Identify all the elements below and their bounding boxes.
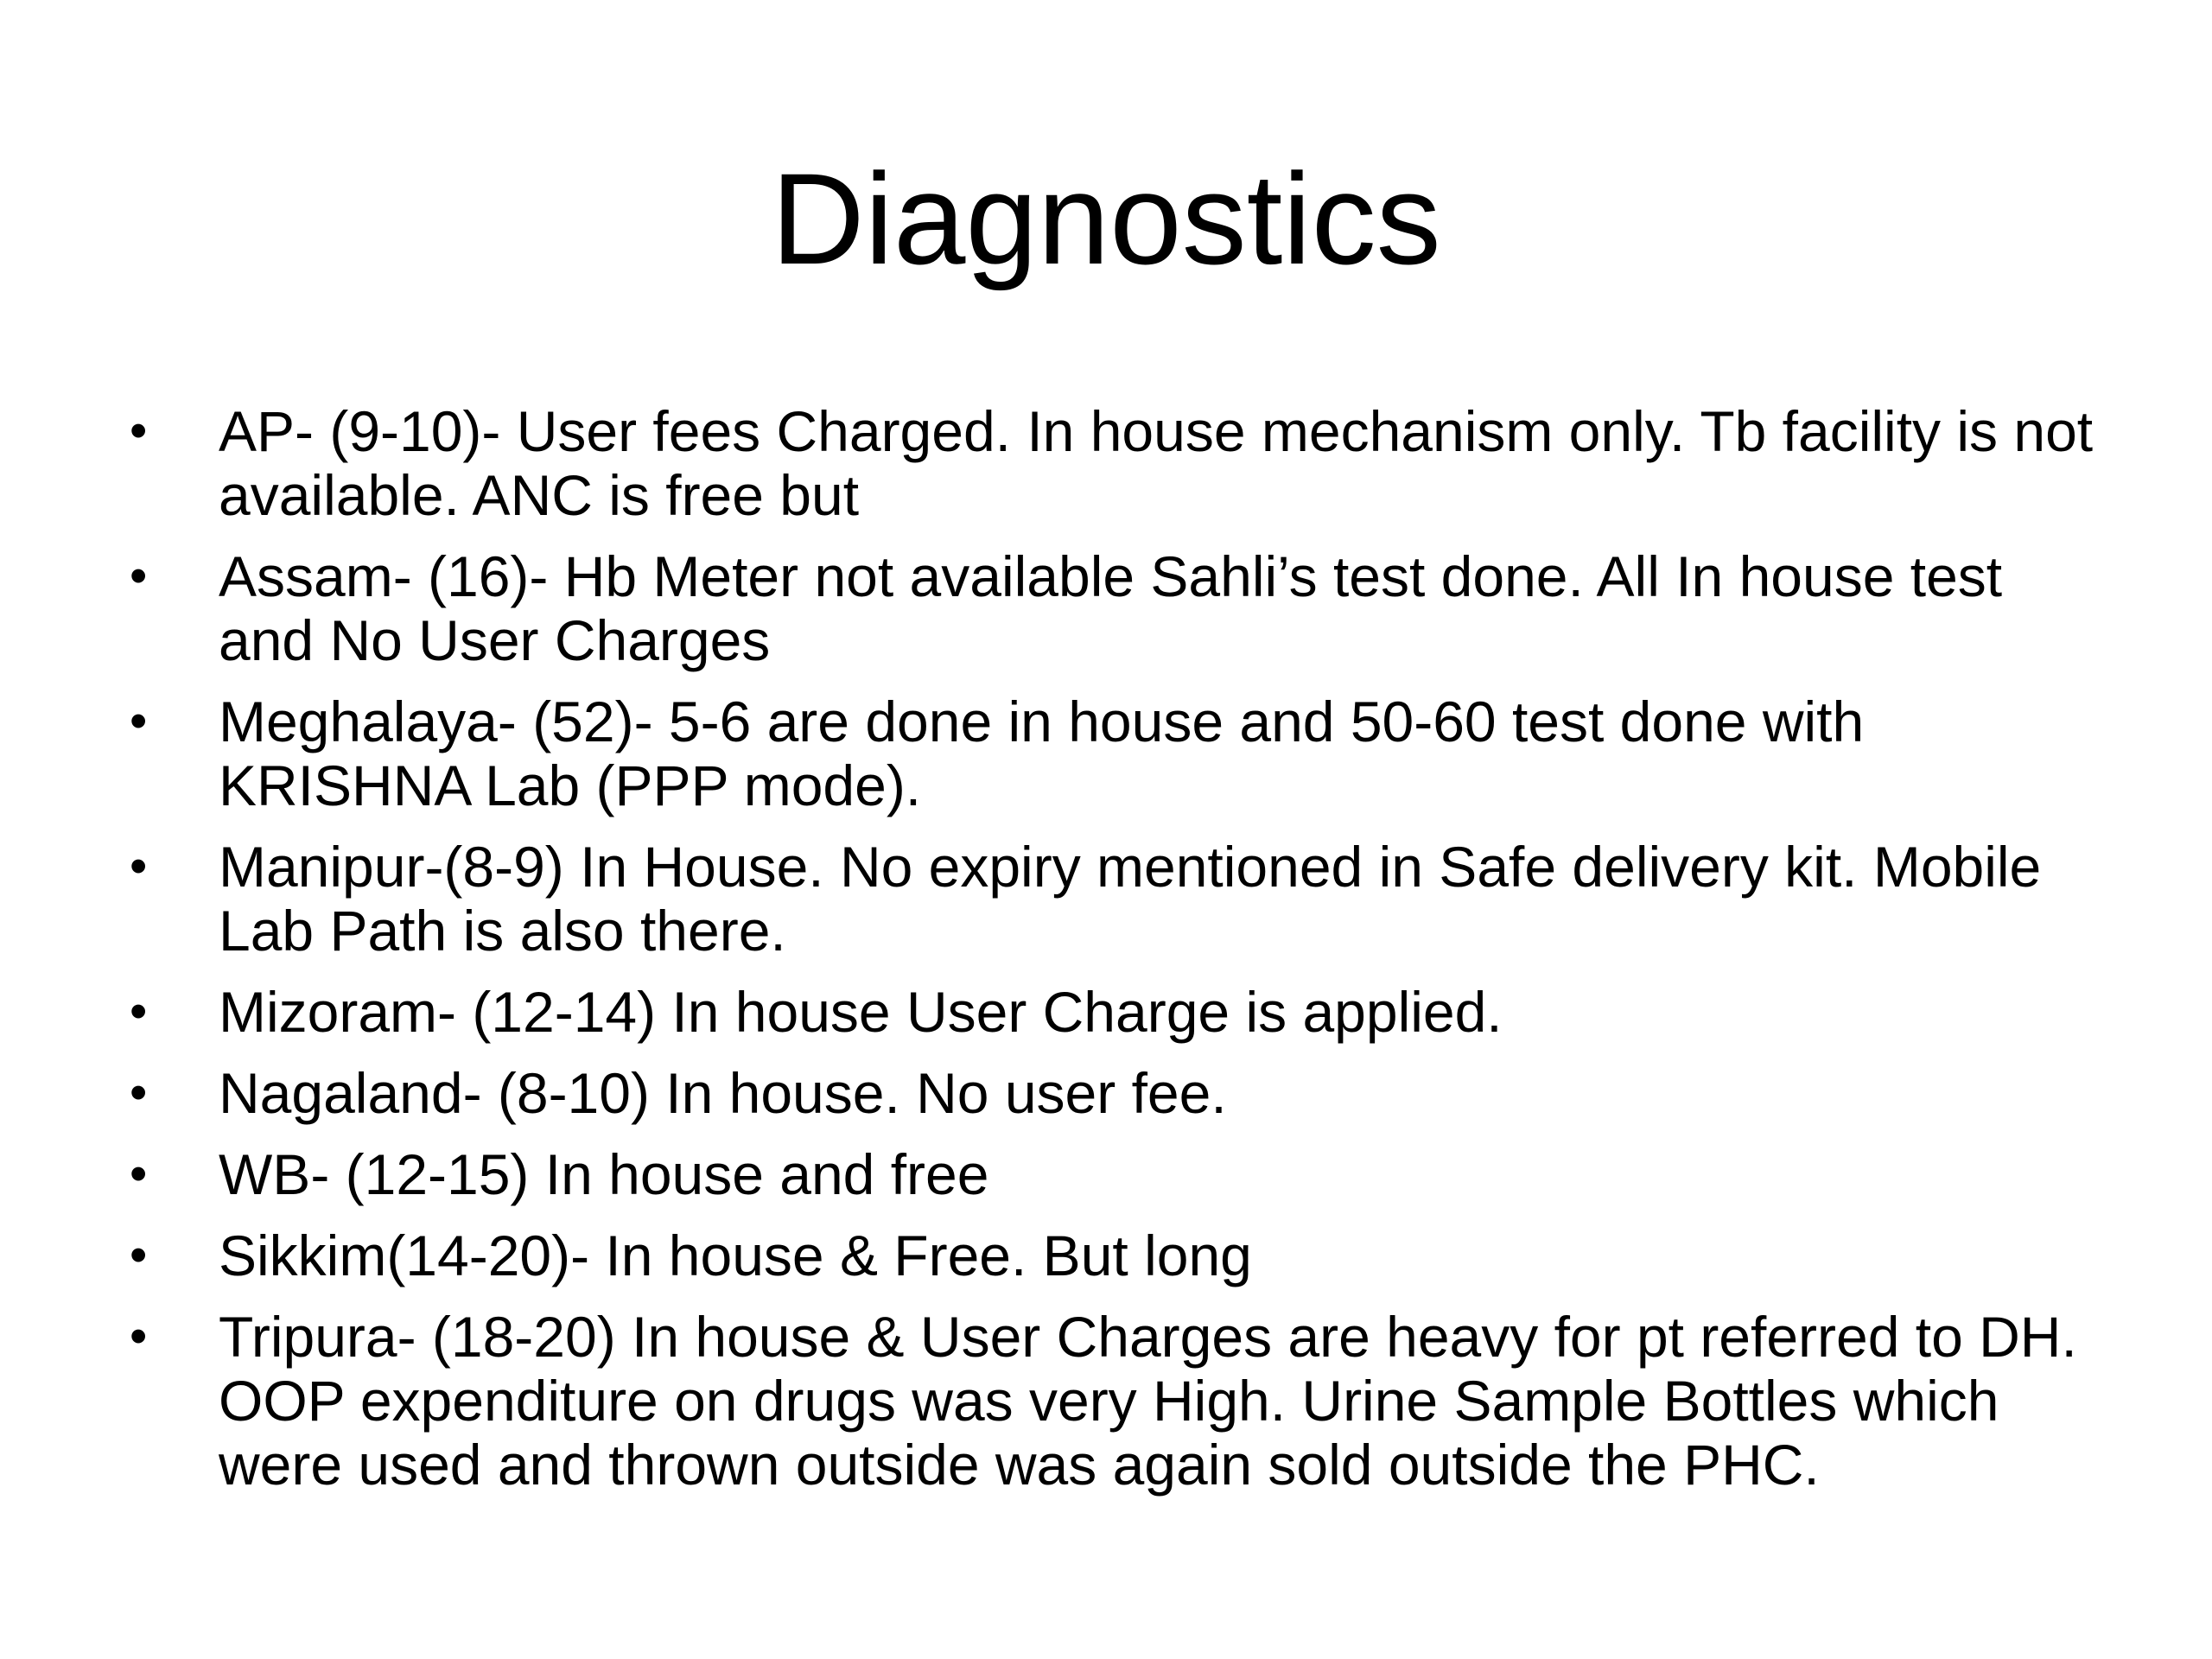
bullet-item-wb: • WB- (12-15) In house and free xyxy=(130,1142,2108,1206)
bullet-item-sikkim: • Sikkim(14-20)- In house & Free. But long xyxy=(130,1224,2108,1287)
bullet-item-meghalaya: • Meghalaya- (52)- 5-6 are done in house and 50-60 test done with KRISHNA Lab (PPP mode). xyxy=(130,690,2108,817)
bullet-item-nagaland: • Nagaland- (8-10) In house. No user fee. xyxy=(130,1061,2108,1125)
bullet-item-ap: • AP- (9-10)- User fees Charged. In house mechanism only. Tb facility is not available. ANC is free but xyxy=(130,399,2108,527)
bullet-item-manipur: • Manipur-(8-9) In House. No expiry mentioned in Safe delivery kit. Mobile Lab Path is also there. xyxy=(130,835,2108,963)
bullet-item-tripura: • Tripura- (18-20) In house & User Charges are heavy for pt referred to DH. OOP expenditure on drugs was very High. Urine Sample Bottles which were used and thrown outside was again sold outside the PHC. xyxy=(130,1305,2108,1497)
slide-title: Diagnostics xyxy=(771,146,1441,291)
bullet-list xyxy=(130,399,2108,1514)
bullet-item-assam: • Assam- (16)- Hb Meter not available Sahli’s test done. All In house test and No User Charges xyxy=(130,544,2108,672)
bullet-item-mizoram: • Mizoram- (12-14) In house User Charge is applied. xyxy=(130,980,2108,1044)
